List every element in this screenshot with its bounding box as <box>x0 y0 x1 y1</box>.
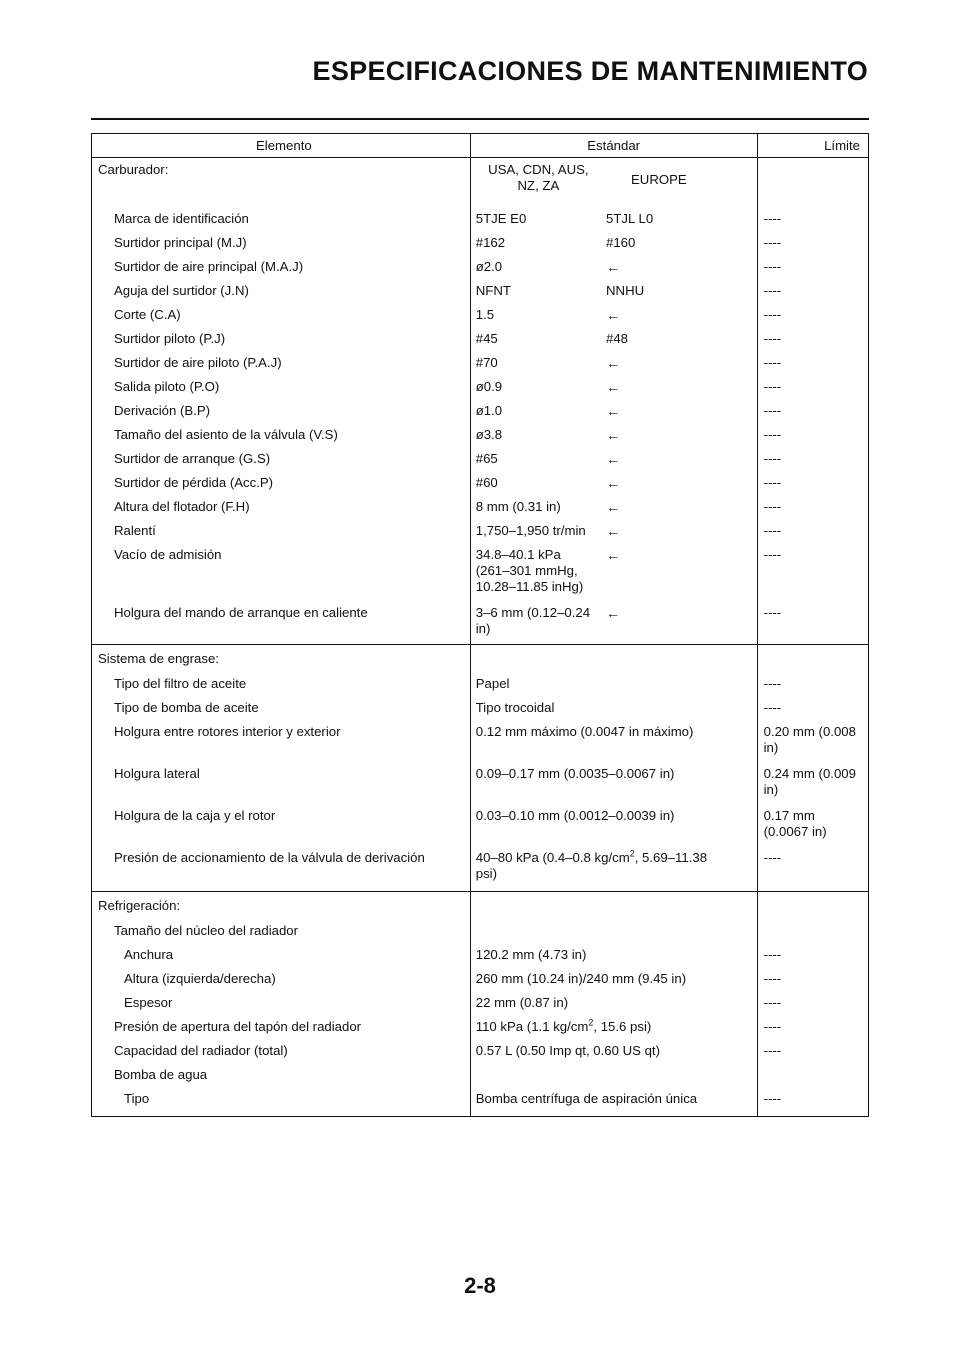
carb-std-europe-text: #48 <box>606 331 629 346</box>
lube-limit <box>757 673 868 697</box>
lube-item <box>92 805 471 847</box>
cool-limit-text: ---- <box>763 1091 782 1106</box>
carb-std-usa <box>470 472 601 496</box>
carb-limit <box>757 256 868 280</box>
table-row <box>92 1040 869 1064</box>
carb-item <box>92 304 471 328</box>
header-limit: Límite <box>757 134 868 158</box>
carb-std-europe <box>601 602 757 645</box>
cool-item-text: Altura (izquierda/derecha) <box>124 971 276 986</box>
carb-std-europe-text: ← <box>606 499 621 515</box>
carb-std-usa <box>470 520 601 544</box>
carb-std-usa-line-2: in) <box>475 621 491 636</box>
carb-std-europe-text: NNHU <box>606 283 645 298</box>
carb-limit-text: ---- <box>763 451 782 466</box>
carb-limit <box>757 496 868 520</box>
table-row <box>92 697 869 721</box>
carb-std-europe <box>601 496 757 520</box>
cool-limit <box>757 944 868 968</box>
carb-item-text: Surtidor de arranque (G.S) <box>114 451 271 466</box>
carb-std-europe <box>601 208 757 232</box>
cool-item <box>92 968 471 992</box>
table-row <box>92 602 869 645</box>
carb-std-europe <box>601 448 757 472</box>
carb-std-usa-text: ø0.9 <box>475 379 503 394</box>
carb-std-usa-text: #45 <box>475 331 498 346</box>
lube-std-text: Tipo trocoidal <box>475 700 555 715</box>
carb-std-usa-text: ø2.0 <box>475 259 503 274</box>
lube-limit-line-1: 0.24 mm (0.009 <box>763 766 856 781</box>
table-row <box>92 721 869 763</box>
cool-limit-text: ---- <box>763 947 782 962</box>
region-usa: USA, CDN, AUS, NZ, ZA <box>488 162 589 193</box>
carb-item <box>92 328 471 352</box>
carb-std-usa-text: #162 <box>475 235 506 250</box>
carb-item <box>92 376 471 400</box>
lube-limit-line-2: in) <box>763 740 779 755</box>
carb-std-usa-line-3: 10.28–11.85 inHg) <box>475 579 584 594</box>
carb-item-text: Surtidor de aire principal (M.A.J) <box>114 259 304 274</box>
lube-item-text: Presión de accionamiento de la válvula de derivación <box>114 850 425 865</box>
table-row <box>92 208 869 232</box>
carb-std-usa <box>470 208 601 232</box>
cooling-section <box>92 892 869 1117</box>
cool-limit-text: ---- <box>763 1043 782 1058</box>
cool-limit <box>757 968 868 992</box>
carb-std-europe <box>601 544 757 602</box>
carb-item-text: Aguja del surtidor (J.N) <box>114 283 249 298</box>
carb-limit <box>757 400 868 424</box>
table-row <box>92 673 869 697</box>
carb-std-usa-text: ø1.0 <box>475 403 503 418</box>
cool-std-text: 120.2 mm (4.73 in) <box>475 947 587 962</box>
carb-limit <box>757 376 868 400</box>
carb-limit-text: ---- <box>763 331 782 346</box>
carb-std-usa-line-1: 34.8–40.1 kPa <box>475 547 561 562</box>
cool-item <box>92 1088 471 1112</box>
lube-item-text: Holgura entre rotores interior y exterior <box>114 724 341 739</box>
carb-std-usa-text: 1,750–1,950 tr/min <box>475 523 586 538</box>
carb-item-text: Holgura del mando de arranque en caliente <box>114 605 368 620</box>
lube-std-a: 40–80 kPa (0.4–0.8 kg/cm <box>475 850 630 865</box>
carb-std-europe <box>601 352 757 376</box>
carb-limit <box>757 208 868 232</box>
lube-limit-line-1: 0.20 mm (0.008 <box>763 724 856 739</box>
lube-limit-line-2: in) <box>763 782 779 797</box>
cool-std <box>470 968 757 992</box>
table-row <box>92 520 869 544</box>
carb-limit <box>757 448 868 472</box>
carb-limit-text: ---- <box>763 403 782 418</box>
carb-std-europe-text: ← <box>606 355 621 371</box>
lube-std-text: 0.12 mm máximo (0.0047 in máximo) <box>475 724 694 739</box>
carb-std-europe-text: ← <box>606 523 621 539</box>
carb-limit-text: ---- <box>763 259 782 274</box>
cool-item-text: Bomba de agua <box>114 1067 208 1082</box>
carb-std-usa <box>470 544 601 602</box>
cool-std-b: , 15.6 psi) <box>593 1019 652 1034</box>
lube-std <box>470 847 757 892</box>
table-row <box>92 920 869 944</box>
carb-item-text: Salida piloto (P.O) <box>114 379 220 394</box>
carb-std-usa <box>470 496 601 520</box>
carb-std-europe <box>601 400 757 424</box>
cool-std <box>470 1088 757 1112</box>
table-row <box>92 448 869 472</box>
cool-limit <box>757 992 868 1016</box>
carb-std-usa-text: #60 <box>475 475 498 490</box>
table-row <box>92 232 869 256</box>
carb-limit-text: ---- <box>763 547 782 562</box>
lube-std-line-2: psi) <box>475 866 497 881</box>
lube-std <box>470 673 757 697</box>
carb-std-europe <box>601 232 757 256</box>
carb-std-usa-text: 5TJE E0 <box>475 211 527 226</box>
cool-item <box>92 1040 471 1064</box>
carb-item-text: Ralentí <box>114 523 156 538</box>
lube-item-text: Holgura lateral <box>114 766 200 781</box>
carb-std-usa <box>470 256 601 280</box>
lube-std <box>470 721 757 763</box>
page-title: ESPECIFICACIONES DE MANTENIMIENTO <box>312 56 868 86</box>
table-row <box>92 424 869 448</box>
cool-item-text: Anchura <box>124 947 174 962</box>
carb-limit <box>757 520 868 544</box>
header-element: Elemento <box>92 134 471 158</box>
lube-limit-line-2: (0.0067 in) <box>763 824 827 839</box>
lube-item-text: Tipo del filtro de aceite <box>114 676 247 691</box>
lube-item-text: Holgura de la caja y el rotor <box>114 808 276 823</box>
cool-std-text: 260 mm (10.24 in)/240 mm (9.45 in) <box>475 971 687 986</box>
table-row <box>92 496 869 520</box>
cool-limit <box>757 1088 868 1112</box>
carb-std-usa-text: #70 <box>475 355 498 370</box>
carb-std-europe-text: ← <box>606 605 621 621</box>
table-row <box>92 1064 869 1088</box>
cool-item <box>92 944 471 968</box>
table-row <box>92 763 869 805</box>
lube-item <box>92 721 471 763</box>
table-row <box>92 805 869 847</box>
cool-item <box>92 992 471 1016</box>
table-row <box>92 400 869 424</box>
carb-std-europe-text: #160 <box>606 235 636 250</box>
header-standard: Estándar <box>470 134 757 158</box>
carb-std-usa <box>470 424 601 448</box>
carb-std-usa-line-1: 3–6 mm (0.12–0.24 <box>475 605 591 620</box>
carb-limit-text: ---- <box>763 235 782 250</box>
carb-item <box>92 232 471 256</box>
carb-limit <box>757 602 868 645</box>
table-row <box>92 944 869 968</box>
carb-std-usa-text: ø3.8 <box>475 427 503 442</box>
carb-item-text: Corte (C.A) <box>114 307 181 322</box>
table-row <box>92 1088 869 1112</box>
carb-limit <box>757 280 868 304</box>
cool-std-text: 0.57 L (0.50 Imp qt, 0.60 US qt) <box>475 1043 660 1058</box>
carb-limit <box>757 232 868 256</box>
cool-item <box>92 1064 471 1088</box>
carburetor-section <box>92 158 869 645</box>
carb-std-europe <box>601 280 757 304</box>
table-row <box>92 352 869 376</box>
cool-limit <box>757 1040 868 1064</box>
carb-item-text: Tamaño del asiento de la válvula (V.S) <box>114 427 338 442</box>
carb-std-usa <box>470 280 601 304</box>
lube-item <box>92 697 471 721</box>
table-row <box>92 376 869 400</box>
cool-item <box>92 920 471 944</box>
lube-item-text: Tipo de bomba de aceite <box>114 700 259 715</box>
table-row <box>92 328 869 352</box>
table-row <box>92 544 869 602</box>
carb-limit-text: ---- <box>763 211 782 226</box>
carb-std-usa-text: 8 mm (0.31 in) <box>475 499 561 514</box>
carb-item <box>92 544 471 602</box>
cool-limit-text: ---- <box>763 1019 782 1034</box>
carb-limit-text: ---- <box>763 523 782 538</box>
cool-item-text: Presión de apertura del tapón del radiador <box>114 1019 362 1034</box>
carb-item <box>92 400 471 424</box>
carb-std-europe-text: ← <box>606 403 621 419</box>
lube-item <box>92 763 471 805</box>
cool-std <box>470 992 757 1016</box>
lube-std-text: Papel <box>475 676 510 691</box>
section-label-cooling: Refrigeración: <box>92 892 471 921</box>
cool-limit <box>757 1016 868 1040</box>
carb-std-europe-text: 5TJL L0 <box>606 211 654 226</box>
carb-limit-text: ---- <box>763 283 782 298</box>
lube-std-text: 0.03–0.10 mm (0.0012–0.0039 in) <box>475 808 675 823</box>
lube-limit-line-1: ---- <box>763 676 782 691</box>
carb-std-usa-text: NFNT <box>475 283 511 298</box>
lube-limit <box>757 847 868 892</box>
lube-limit <box>757 697 868 721</box>
table-row <box>92 1016 869 1040</box>
carb-std-europe-text: ← <box>606 547 621 563</box>
title-rule <box>91 118 869 120</box>
carb-std-usa <box>470 376 601 400</box>
carb-item <box>92 256 471 280</box>
cool-std-sup: 2 <box>588 1017 594 1028</box>
cool-item <box>92 1016 471 1040</box>
cool-std <box>470 1016 757 1040</box>
carb-std-usa-text: 1.5 <box>475 307 495 322</box>
carb-item <box>92 208 471 232</box>
lube-item <box>92 847 471 892</box>
carb-std-usa <box>470 232 601 256</box>
carb-limit-text: ---- <box>763 605 782 620</box>
lube-limit <box>757 721 868 763</box>
carb-std-usa <box>470 328 601 352</box>
lube-limit-line-1: ---- <box>763 700 782 715</box>
carb-item-text: Surtidor de aire piloto (P.A.J) <box>114 355 282 370</box>
carb-std-usa <box>470 448 601 472</box>
lube-limit <box>757 763 868 805</box>
lube-limit-line-1: 0.17 mm <box>763 808 815 823</box>
lubrication-section <box>92 645 869 892</box>
cool-limit-text: ---- <box>763 995 782 1010</box>
carb-limit <box>757 352 868 376</box>
lube-limit <box>757 805 868 847</box>
lube-item <box>92 673 471 697</box>
lube-std <box>470 805 757 847</box>
carb-item <box>92 352 471 376</box>
carb-std-europe <box>601 304 757 328</box>
carb-std-usa <box>470 400 601 424</box>
carb-item-text: Marca de identificación <box>114 211 249 226</box>
section-label-lubrication: Sistema de engrase: <box>92 645 471 674</box>
carb-limit-text: ---- <box>763 427 782 442</box>
carb-std-usa <box>470 352 601 376</box>
carb-std-europe-text: ← <box>606 307 621 323</box>
carb-limit <box>757 304 868 328</box>
table-row <box>92 992 869 1016</box>
table-row <box>92 256 869 280</box>
lube-std <box>470 763 757 805</box>
cool-std-text: 22 mm (0.87 in) <box>475 995 569 1010</box>
carb-std-europe-text: ← <box>606 427 621 443</box>
carb-std-usa-line-2: (261–301 mmHg, <box>475 563 578 578</box>
carb-item-text: Surtidor de pérdida (Acc.P) <box>114 475 274 490</box>
carb-item-text: Derivación (B.P) <box>114 403 211 418</box>
table-row <box>92 847 869 892</box>
carb-item <box>92 424 471 448</box>
lube-limit-text: ---- <box>763 850 782 865</box>
carb-std-europe <box>601 328 757 352</box>
carb-limit <box>757 328 868 352</box>
region-europe: EUROPE <box>601 158 757 209</box>
carb-std-usa <box>470 304 601 328</box>
carb-item <box>92 472 471 496</box>
carb-limit <box>757 472 868 496</box>
lube-std-b: , 5.69–11.38 <box>634 850 708 865</box>
page-number: 2-8 <box>464 1273 496 1298</box>
carb-std-europe <box>601 256 757 280</box>
carb-std-europe <box>601 472 757 496</box>
carb-limit-text: ---- <box>763 379 782 394</box>
carb-item <box>92 448 471 472</box>
cool-item-text: Espesor <box>124 995 173 1010</box>
carb-std-usa <box>470 602 601 645</box>
cool-std-text: Bomba centrífuga de aspiración única <box>475 1091 698 1106</box>
carb-std-usa-text: #65 <box>475 451 498 466</box>
carb-limit-text: ---- <box>763 499 782 514</box>
cool-limit-text: ---- <box>763 971 782 986</box>
carb-item <box>92 496 471 520</box>
carb-limit-text: ---- <box>763 307 782 322</box>
table-row <box>92 304 869 328</box>
carb-std-europe-text: ← <box>606 379 621 395</box>
carb-limit-text: ---- <box>763 475 782 490</box>
carb-std-europe-text: ← <box>606 475 621 491</box>
carb-item <box>92 280 471 304</box>
carb-item <box>92 520 471 544</box>
carb-limit <box>757 424 868 448</box>
lube-std <box>470 697 757 721</box>
carb-std-europe-text: ← <box>606 259 621 275</box>
cool-std <box>470 944 757 968</box>
carb-limit <box>757 544 868 602</box>
carb-item-text: Surtidor piloto (P.J) <box>114 331 226 346</box>
section-label-carburetor: Carburador: <box>92 158 471 209</box>
table-row <box>92 472 869 496</box>
carb-item-text: Vacío de admisión <box>114 547 222 562</box>
carb-std-europe <box>601 520 757 544</box>
carb-item <box>92 602 471 645</box>
cool-std-a: 110 kPa (1.1 kg/cm <box>475 1019 589 1034</box>
cool-item-text: Tipo <box>124 1091 150 1106</box>
cool-item-text: Tamaño del núcleo del radiador <box>114 923 299 938</box>
table-row <box>92 280 869 304</box>
carb-std-europe <box>601 424 757 448</box>
carb-item-text: Altura del flotador (F.H) <box>114 499 250 514</box>
lube-std-text: 0.09–0.17 mm (0.0035–0.0067 in) <box>475 766 675 781</box>
carb-item-text: Surtidor principal (M.J) <box>114 235 247 250</box>
carb-std-europe <box>601 376 757 400</box>
cool-std <box>470 1040 757 1064</box>
carb-std-europe-text: ← <box>606 451 621 467</box>
table-row <box>92 968 869 992</box>
cool-item-text: Capacidad del radiador (total) <box>114 1043 288 1058</box>
spec-table <box>91 133 869 1117</box>
lube-std-sup: 2 <box>629 848 635 859</box>
carb-limit-text: ---- <box>763 355 782 370</box>
